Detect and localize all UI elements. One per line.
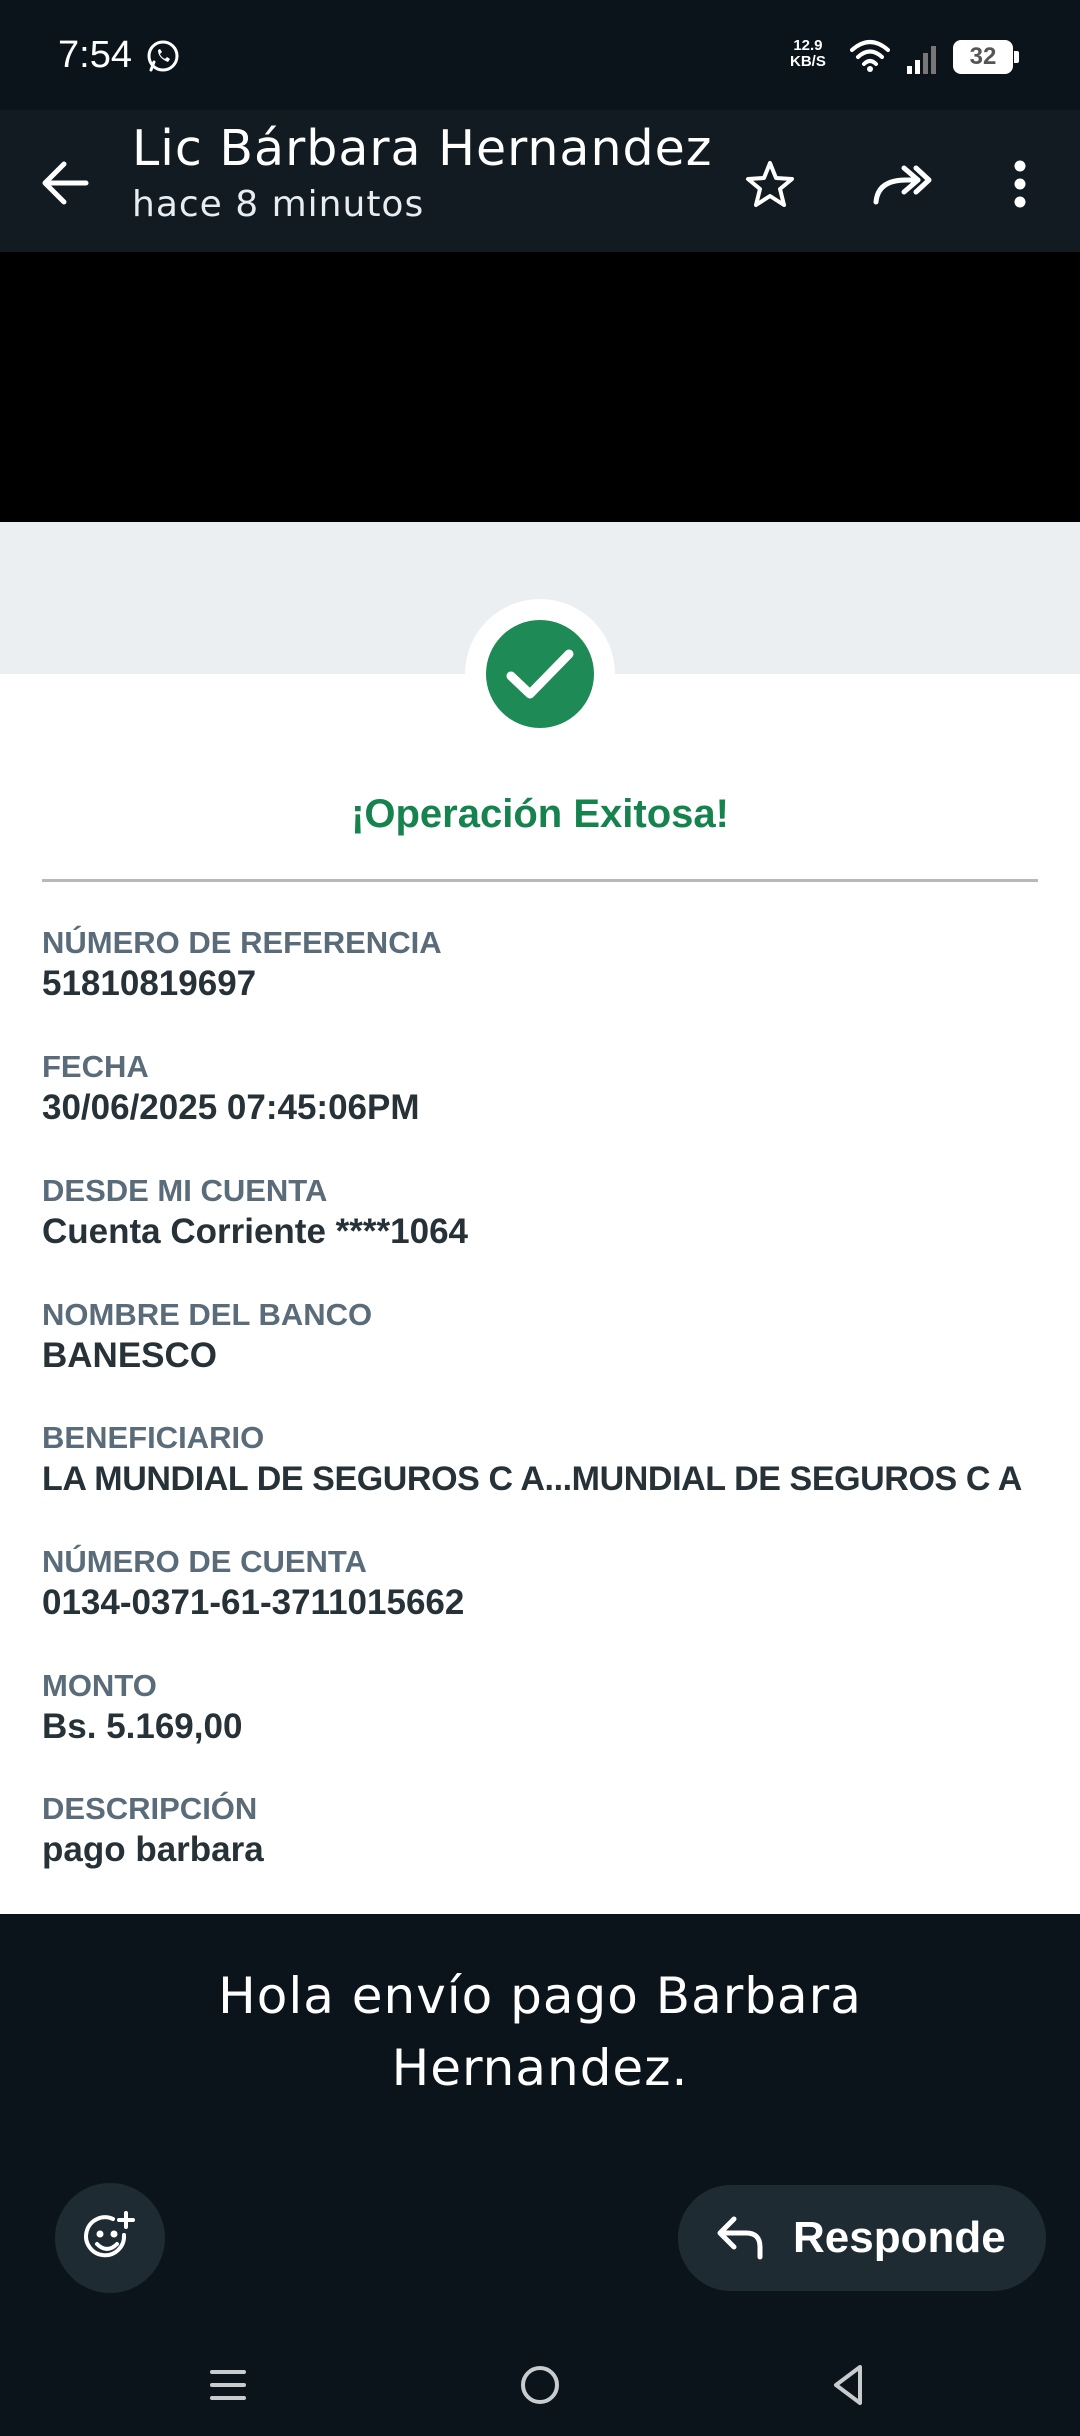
field-label: NÚMERO DE REFERENCIA (42, 925, 442, 960)
more-vert-icon (1013, 159, 1027, 209)
image-caption (0, 1960, 1080, 2104)
field-value: 51810819697 (42, 964, 257, 1003)
back-icon (830, 2363, 866, 2407)
back-nav-button[interactable] (808, 2350, 888, 2420)
field-date (42, 1048, 1052, 1130)
net-speed-value: 12.9 (793, 37, 823, 54)
reply-label: Responde (793, 2213, 1006, 2262)
field-beneficiary (42, 1419, 1052, 1501)
field-amount (42, 1667, 1052, 1749)
contact-name[interactable]: Lic Bárbara Hernandez (132, 120, 713, 177)
field-label: NOMBRE DEL BANCO (42, 1297, 373, 1332)
field-value: pago barbara (42, 1830, 264, 1869)
reply-icon (714, 2213, 766, 2263)
field-value: Cuenta Corriente ****1064 (42, 1212, 468, 1251)
home-button[interactable] (500, 2350, 580, 2420)
caption-line-1: Hola envío pago Barbara (218, 1967, 862, 2025)
field-value: BANESCO (42, 1336, 218, 1375)
wifi-icon (850, 38, 890, 72)
home-icon (518, 2363, 562, 2407)
field-label: MONTO (42, 1668, 157, 1703)
field-label: BENEFICIARIO (42, 1420, 265, 1455)
recents-button[interactable] (188, 2350, 268, 2420)
last-seen: hace 8 minutos (132, 184, 425, 225)
whatsapp-icon (145, 38, 181, 74)
battery-icon (953, 40, 1019, 74)
caption-line-2: Hernandez. (391, 2039, 689, 2097)
field-value: Bs. 5.169,00 (42, 1707, 243, 1746)
field-label: NÚMERO DE CUENTA (42, 1544, 367, 1579)
field-bank-name (42, 1296, 1052, 1378)
back-button[interactable] (30, 148, 100, 218)
check-icon (505, 646, 575, 702)
success-title: ¡Operación Exitosa! (351, 792, 729, 836)
image-letterbox (0, 252, 1080, 522)
back-arrow-icon (40, 160, 90, 206)
signal-icon (905, 44, 939, 74)
payment-receipt-image[interactable] (0, 522, 1080, 1914)
field-description (42, 1790, 1052, 1872)
field-label: DESCRIPCIÓN (42, 1791, 258, 1826)
field-value: LA MUNDIAL DE SEGUROS C A...MUNDIAL DE SEGUROS C A (42, 1460, 1022, 1498)
field-from-account (42, 1172, 1052, 1254)
star-button[interactable] (730, 144, 810, 224)
status-bar (0, 0, 1080, 110)
success-badge (465, 599, 615, 749)
field-reference-number (42, 924, 1052, 1006)
net-speed (790, 38, 826, 70)
divider (42, 879, 1038, 882)
status-time: 7:54 (58, 34, 132, 76)
field-label: FECHA (42, 1049, 149, 1084)
chat-header (0, 110, 1080, 252)
reply-button[interactable] (678, 2185, 1046, 2291)
recents-icon (208, 2367, 248, 2403)
field-account-number (42, 1543, 1052, 1625)
field-label: DESDE MI CUENTA (42, 1173, 328, 1208)
add-reaction-icon (82, 2210, 138, 2266)
battery-level: 32 (969, 43, 997, 70)
react-button[interactable] (55, 2183, 165, 2293)
field-value: 0134-0371-61-3711015662 (42, 1583, 465, 1622)
field-value: 30/06/2025 07:45:06PM (42, 1088, 420, 1127)
system-nav-bar (0, 2330, 1080, 2436)
forward-icon (872, 162, 932, 206)
forward-button[interactable] (862, 144, 942, 224)
star-icon (745, 160, 795, 208)
net-speed-unit: KB/S (790, 53, 826, 70)
more-options-button[interactable] (980, 144, 1060, 224)
